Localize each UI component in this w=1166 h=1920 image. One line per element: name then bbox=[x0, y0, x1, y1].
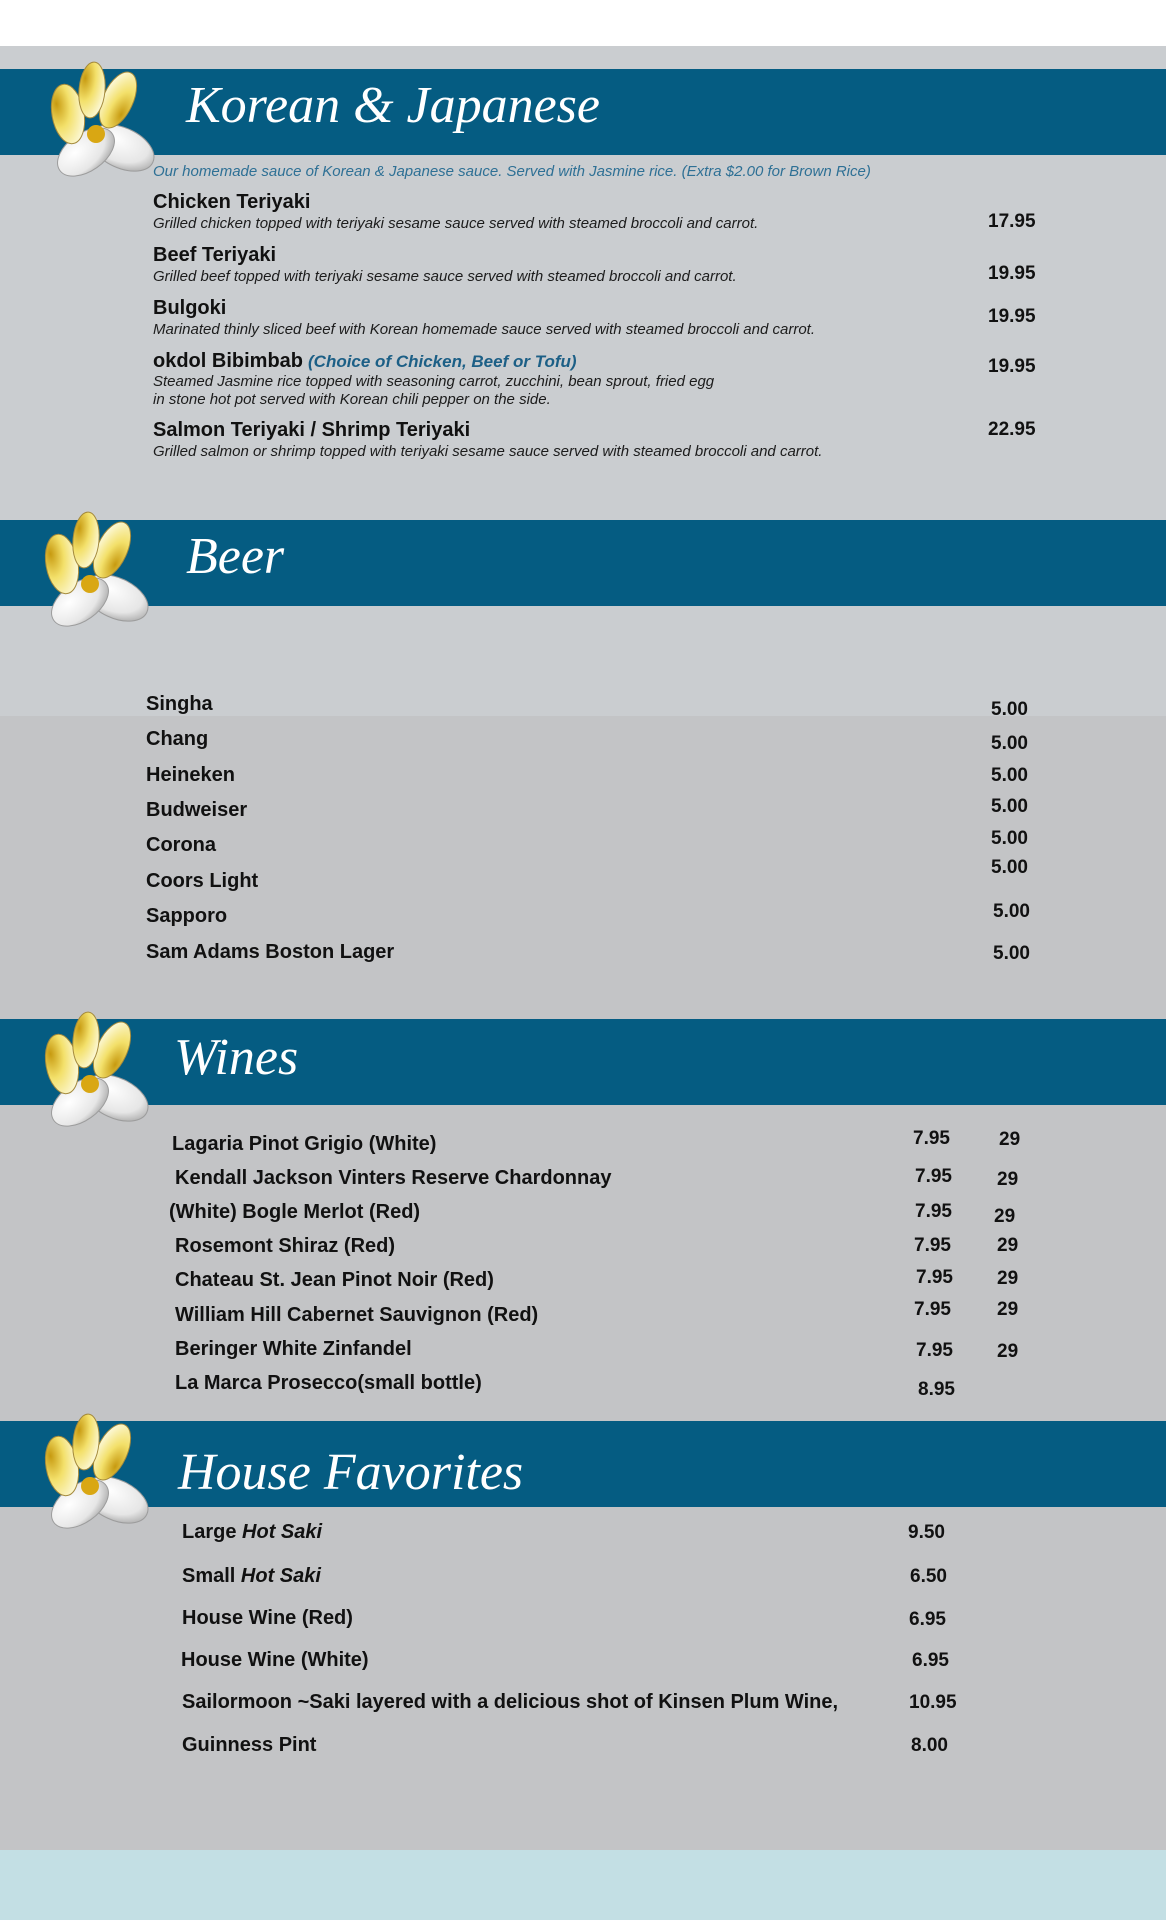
wine-name: Lagaria Pinot Grigio (White) bbox=[172, 1133, 437, 1155]
menu-item-price: 22.95 bbox=[988, 419, 1036, 440]
menu-item-price: 19.95 bbox=[988, 263, 1036, 284]
plumeria-flower-icon bbox=[40, 48, 160, 188]
menu-item-description: Steamed Jasmine rice topped with seasoning carrot, zucchini, bean sprout, fried egg bbox=[153, 373, 715, 390]
beer-name: Sapporo bbox=[146, 905, 228, 927]
footer-strip bbox=[0, 1850, 1166, 1920]
wine-bottle-price: 29 bbox=[997, 1268, 1019, 1289]
menu-item-price: 19.95 bbox=[988, 306, 1036, 327]
wine-glass-price: 7.95 bbox=[914, 1299, 951, 1320]
wine-glass-price: 7.95 bbox=[915, 1166, 952, 1187]
house-item-price: 8.00 bbox=[911, 1735, 948, 1756]
beer-price: 5.00 bbox=[991, 828, 1028, 849]
house-item-name: Small Hot Saki bbox=[182, 1565, 321, 1587]
menu-item-name: Bulgoki bbox=[153, 297, 227, 319]
beer-name: Coors Light bbox=[146, 870, 259, 892]
wine-glass-price: 7.95 bbox=[916, 1267, 953, 1288]
house-item-price: 9.50 bbox=[908, 1522, 945, 1543]
beer-price: 5.00 bbox=[991, 857, 1028, 878]
sauce-note: Our homemade sauce of Korean & Japanese sauce. Served with Jasmine rice. (Extra $2.00 for Brown Rice) bbox=[153, 163, 871, 180]
beer-price: 5.00 bbox=[991, 733, 1028, 754]
wine-glass-price: 7.95 bbox=[913, 1128, 950, 1149]
wine-bottle-price: 29 bbox=[997, 1341, 1019, 1362]
menu-item-description: Grilled beef topped with teriyaki sesame sauce served with steamed broccoli and carrot. bbox=[153, 268, 737, 285]
section-title: Korean & Japanese bbox=[186, 77, 600, 134]
house-item-name: House Wine (Red) bbox=[182, 1607, 353, 1629]
menu-item-description: in stone hot pot served with Korean chili pepper on the side. bbox=[153, 391, 551, 408]
menu-item-price: 17.95 bbox=[988, 211, 1036, 232]
beer-name: Chang bbox=[146, 728, 209, 750]
wine-name: Rosemont Shiraz (Red) bbox=[175, 1235, 396, 1257]
wine-name: La Marca Prosecco(small bottle) bbox=[175, 1372, 482, 1394]
menu-item-name: Salmon Teriyaki / Shrimp Teriyaki bbox=[153, 419, 471, 441]
wine-bottle-price: 29 bbox=[997, 1169, 1019, 1190]
plumeria-flower-icon bbox=[34, 498, 154, 638]
menu-item-description: Grilled salmon or shrimp topped with teriyaki sesame sauce served with steamed broccoli and carrot. bbox=[153, 443, 823, 460]
menu-item-price: 19.95 bbox=[988, 356, 1036, 377]
beer-price: 5.00 bbox=[993, 943, 1030, 964]
section-title: House Favorites bbox=[178, 1444, 524, 1501]
wine-glass-price: 7.95 bbox=[915, 1201, 952, 1222]
beer-name: Singha bbox=[146, 693, 213, 715]
house-item-price: 6.50 bbox=[910, 1566, 947, 1587]
menu-item-description: Marinated thinly sliced beef with Korean homemade sauce served with steamed broccoli and carrot. bbox=[153, 321, 816, 338]
wine-name: Chateau St. Jean Pinot Noir (Red) bbox=[175, 1269, 494, 1291]
wine-name: William Hill Cabernet Sauvignon (Red) bbox=[175, 1304, 539, 1326]
protein-choice-note: (Choice of Chicken, Beef or Tofu) bbox=[308, 352, 577, 371]
section-header-beer bbox=[0, 520, 1166, 606]
wine-glass-price: 7.95 bbox=[916, 1340, 953, 1361]
wine-bottle-price: 29 bbox=[994, 1206, 1016, 1227]
plumeria-flower-icon bbox=[34, 998, 154, 1138]
menu-item-description: Grilled chicken topped with teriyaki sesame sauce served with steamed broccoli and carrot. bbox=[153, 215, 759, 232]
section-header-house-favorites bbox=[0, 1421, 1166, 1507]
beer-name: Corona bbox=[146, 834, 216, 856]
house-item-name: Sailormoon ~Saki layered with a delicious shot of Kinsen Plum Wine, bbox=[182, 1691, 839, 1713]
house-item-name: Large Hot Saki bbox=[182, 1521, 323, 1543]
wine-bottle-price: 29 bbox=[999, 1129, 1021, 1150]
wine-glass-price: 7.95 bbox=[914, 1235, 951, 1256]
wine-bottle-price: 29 bbox=[997, 1235, 1019, 1256]
beer-name: Budweiser bbox=[146, 799, 248, 821]
house-item-price: 6.95 bbox=[912, 1650, 949, 1671]
wine-bottle-price: 29 bbox=[997, 1299, 1019, 1320]
beer-name: Sam Adams Boston Lager bbox=[146, 941, 395, 963]
wine-name: Beringer White Zinfandel bbox=[175, 1338, 412, 1360]
section-title: Beer bbox=[186, 528, 285, 585]
beer-price: 5.00 bbox=[991, 765, 1028, 786]
plumeria-flower-icon bbox=[34, 1400, 154, 1540]
menu-item-name: Chicken Teriyaki bbox=[153, 191, 311, 213]
house-item-price: 10.95 bbox=[909, 1692, 957, 1713]
beer-price: 5.00 bbox=[993, 901, 1030, 922]
house-item-name: Guinness Pint bbox=[182, 1734, 317, 1756]
wine-name: Kendall Jackson Vinters Reserve Chardonnay bbox=[175, 1167, 612, 1189]
beer-price: 5.00 bbox=[991, 796, 1028, 817]
house-item-price: 6.95 bbox=[909, 1609, 946, 1630]
wine-name: (White) Bogle Merlot (Red) bbox=[169, 1201, 421, 1223]
section-title: Wines bbox=[174, 1029, 299, 1086]
menu-item-name: Beef Teriyaki bbox=[153, 244, 277, 266]
beer-name: Heineken bbox=[146, 764, 235, 786]
menu-item-name: okdol Bibimbab bbox=[153, 350, 303, 372]
house-item-name: House Wine (White) bbox=[181, 1649, 369, 1671]
beer-price: 5.00 bbox=[991, 699, 1028, 720]
wine-glass-price: 8.95 bbox=[918, 1379, 955, 1400]
